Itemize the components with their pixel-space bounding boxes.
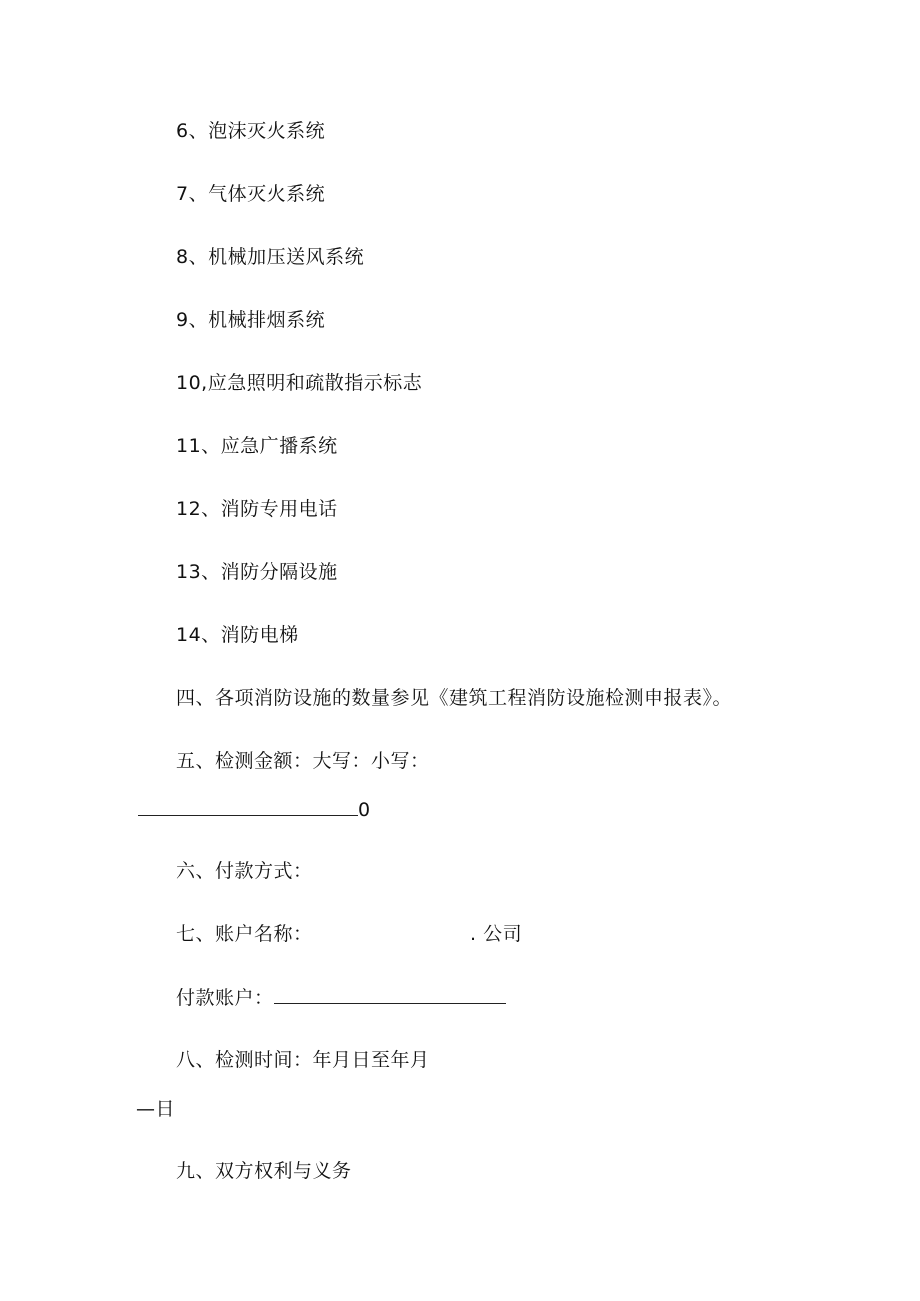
amount-blank — [138, 797, 358, 816]
list-item-8: 8、机械加压送风系统 — [176, 246, 365, 268]
amount-line — [138, 797, 371, 822]
list-item-6: 6、泡沫灭火系统 — [176, 120, 326, 142]
section-8-label: 八、检测时间：年月日至年月 — [176, 1049, 430, 1071]
payment-account-label: 付款账户： — [176, 987, 274, 1009]
list-item-9: 9、机械排烟系统 — [176, 309, 326, 331]
section-5-label: 五、检测金额：大写：小写： — [176, 750, 430, 772]
list-item-7: 7、气体灭火系统 — [176, 183, 326, 205]
list-item-11: 11、应急广播系统 — [176, 435, 338, 457]
list-item-10: 10,应急照明和疏散指示标志 — [176, 372, 423, 394]
list-item-14: 14、消防电梯 — [176, 624, 299, 646]
list-item-12: 12、消防专用电话 — [176, 498, 338, 520]
section-8-continuation: —日 — [136, 1098, 176, 1120]
section-4-text: 四、各项消防设施的数量参见《建筑工程消防设施检测申报表》。 — [176, 687, 733, 709]
payment-account-blank — [274, 985, 506, 1004]
list-item-13: 13、消防分隔设施 — [176, 561, 338, 583]
section-9-heading: 九、双方权利与义务 — [176, 1160, 352, 1182]
amount-suffix: 0 — [358, 799, 371, 821]
section-7-label: 七、账户名称： — [176, 923, 313, 945]
company-suffix: . 公司 — [470, 923, 523, 945]
section-6-text: 六、付款方式： — [176, 860, 313, 882]
payment-account-line — [176, 985, 506, 1010]
